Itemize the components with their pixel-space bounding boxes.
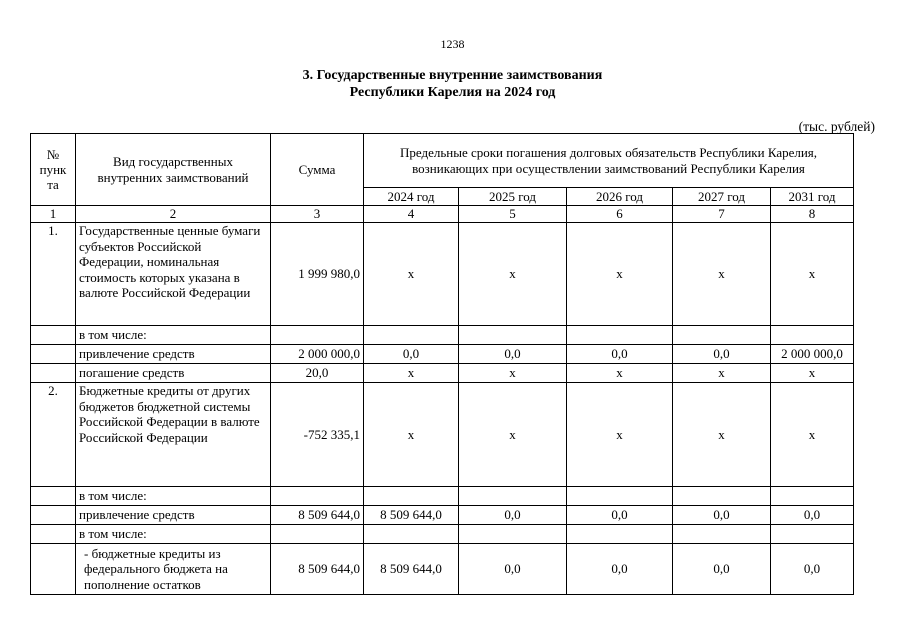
- row-sum: 8 509 644,0: [271, 544, 364, 595]
- header-year: 2025 год: [459, 188, 567, 206]
- table-row: [31, 487, 854, 506]
- row-year-value: [459, 487, 567, 506]
- row-year-value: 0,0: [771, 506, 854, 525]
- row-year-value: x: [567, 364, 673, 383]
- row-year-value: 0,0: [459, 345, 567, 364]
- column-number: 5: [459, 206, 567, 223]
- header-sum: Сумма: [271, 134, 364, 206]
- row-year-value: [567, 487, 673, 506]
- row-year-value: [567, 326, 673, 345]
- row-number: [31, 345, 76, 364]
- row-sum: [271, 326, 364, 345]
- row-number: [31, 525, 76, 544]
- row-year-value: [459, 525, 567, 544]
- column-numbers-row: [31, 206, 854, 223]
- row-year-value: x: [364, 364, 459, 383]
- row-year-value: [459, 326, 567, 345]
- row-number: [31, 326, 76, 345]
- row-year-value: [771, 326, 854, 345]
- row-sum: -752 335,1: [271, 383, 364, 487]
- row-borrowing-type: Государственные ценные бумаги субъектов Российской Федерации, номинальная стоимость которых указана в валюте Российской Федерации: [76, 223, 271, 326]
- row-year-value: 0,0: [459, 506, 567, 525]
- document-title-line-1: 3. Государственные внутренние заимствования: [302, 68, 603, 83]
- document-title: [0, 67, 905, 101]
- header-number-line: та: [47, 177, 59, 192]
- header-year: 2024 год: [364, 188, 459, 206]
- row-sum: 8 509 644,0: [271, 506, 364, 525]
- column-number: 6: [567, 206, 673, 223]
- header-borrowing-type: Вид государственных внутренних заимствований: [76, 134, 271, 206]
- row-sum: [271, 487, 364, 506]
- row-borrowing-type: - бюджетные кредиты из федерального бюджета на пополнение остатков: [76, 544, 271, 595]
- row-year-value: [364, 525, 459, 544]
- header-number-line: №: [46, 147, 60, 162]
- row-number: [31, 487, 76, 506]
- row-year-value: x: [771, 364, 854, 383]
- row-year-value: 0,0: [673, 345, 771, 364]
- page-number: 1238: [440, 37, 465, 51]
- row-borrowing-type: в том числе:: [76, 525, 271, 544]
- row-year-value: 8 509 644,0: [364, 506, 459, 525]
- table-row: [31, 364, 854, 383]
- row-year-value: 0,0: [673, 544, 771, 595]
- row-number: [31, 364, 76, 383]
- row-year-value: [364, 487, 459, 506]
- table-row: [31, 383, 854, 487]
- row-number: 2.: [31, 383, 76, 487]
- row-year-value: [673, 487, 771, 506]
- header-year: 2027 год: [673, 188, 771, 206]
- table-row: [31, 544, 854, 595]
- table-row: [31, 326, 854, 345]
- header-repayment-terms: Предельные сроки погашения долговых обязательств Республики Карелия, возникающих при осуществлении заимствований Республики Карелия: [364, 134, 854, 188]
- row-year-value: [567, 525, 673, 544]
- row-year-value: 0,0: [364, 345, 459, 364]
- row-year-value: x: [364, 383, 459, 487]
- row-year-value: 2 000 000,0: [771, 345, 854, 364]
- column-number: 1: [31, 206, 76, 223]
- row-sum: 1 999 980,0: [271, 223, 364, 326]
- document-title-line-2: Республики Карелия на 2024 год: [349, 85, 556, 100]
- column-number: 4: [364, 206, 459, 223]
- row-year-value: [673, 326, 771, 345]
- borrowings-table: [30, 133, 854, 595]
- row-year-value: [364, 326, 459, 345]
- row-borrowing-type: привлечение средств: [76, 345, 271, 364]
- row-borrowing-type: в том числе:: [76, 326, 271, 345]
- header-number: [31, 134, 76, 206]
- row-year-value: x: [771, 223, 854, 326]
- row-year-value: 0,0: [567, 345, 673, 364]
- row-year-value: x: [459, 383, 567, 487]
- column-number: 2: [76, 206, 271, 223]
- header-year: 2031 год: [771, 188, 854, 206]
- column-number: 8: [771, 206, 854, 223]
- column-number: 3: [271, 206, 364, 223]
- row-borrowing-type: в том числе:: [76, 487, 271, 506]
- table-row: [31, 223, 854, 326]
- row-borrowing-type: Бюджетные кредиты от других бюджетов бюджетной системы Российской Федерации в валюте Российской Федерации: [76, 383, 271, 487]
- row-year-value: x: [459, 364, 567, 383]
- row-sum: [271, 525, 364, 544]
- row-year-value: 8 509 644,0: [364, 544, 459, 595]
- row-year-value: x: [459, 223, 567, 326]
- row-year-value: [771, 487, 854, 506]
- row-borrowing-type: погашение средств: [76, 364, 271, 383]
- row-year-value: x: [673, 223, 771, 326]
- row-sum: 20,0: [271, 364, 364, 383]
- row-year-value: x: [771, 383, 854, 487]
- units-note: (тыс. рублей): [798, 119, 875, 134]
- row-year-value: x: [364, 223, 459, 326]
- row-year-value: 0,0: [567, 544, 673, 595]
- table-row: [31, 525, 854, 544]
- table-row: [31, 345, 854, 364]
- table-row: [31, 506, 854, 525]
- row-year-value: x: [673, 364, 771, 383]
- row-year-value: x: [673, 383, 771, 487]
- row-year-value: [771, 525, 854, 544]
- column-number: 7: [673, 206, 771, 223]
- row-year-value: 0,0: [567, 506, 673, 525]
- row-number: [31, 544, 76, 595]
- row-year-value: 0,0: [459, 544, 567, 595]
- row-year-value: x: [567, 383, 673, 487]
- header-number-line: пунк: [39, 162, 67, 177]
- row-year-value: 0,0: [771, 544, 854, 595]
- row-number: [31, 506, 76, 525]
- row-year-value: x: [567, 223, 673, 326]
- row-number: 1.: [31, 223, 76, 326]
- row-sum: 2 000 000,0: [271, 345, 364, 364]
- row-year-value: 0,0: [673, 506, 771, 525]
- row-year-value: [673, 525, 771, 544]
- row-borrowing-type: привлечение средств: [76, 506, 271, 525]
- header-year: 2026 год: [567, 188, 673, 206]
